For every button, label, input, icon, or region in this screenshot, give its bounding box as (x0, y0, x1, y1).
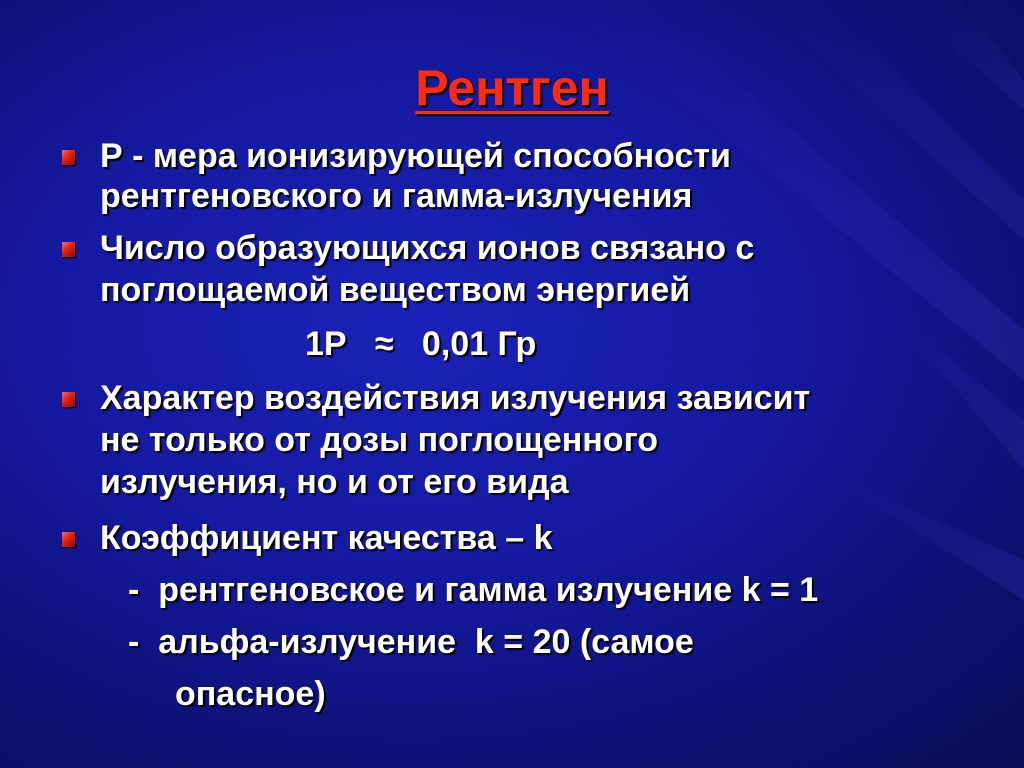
bullet-3-line-1: Характер воздействия излучения зависит (100, 379, 811, 417)
bullet-marker-icon (62, 242, 75, 257)
bullet-4-line-1: Коэффициент качества – k (100, 519, 553, 557)
bullet-2-line-2: поглощаемой веществом энергией (100, 271, 691, 309)
subitem-1: - рентгеновское и гамма излучение k = 1 (128, 571, 819, 609)
formula-line: 1Р ≈ 0,01 Гр (305, 325, 537, 363)
bullet-3-line-3: излучения, но и от его вида (100, 463, 569, 501)
bullet-1-line-1: Р - мера ионизирующей способности (100, 137, 731, 175)
bullet-marker-icon (62, 532, 75, 547)
bullet-3-line-2: не только от дозы поглощенного (100, 421, 659, 459)
subitem-2: - альфа-излучение k = 20 (самое (128, 623, 694, 661)
slide-title-text: Рентген (415, 60, 609, 116)
bullet-1-line-2: рентгеновского и гамма-излучения (100, 177, 693, 215)
bullet-marker-icon (62, 150, 75, 165)
bullet-2-line-1: Число образующихся ионов связано с (100, 229, 755, 267)
subitem-2-continuation: опасное) (175, 675, 326, 713)
bullet-marker-icon (62, 392, 75, 407)
